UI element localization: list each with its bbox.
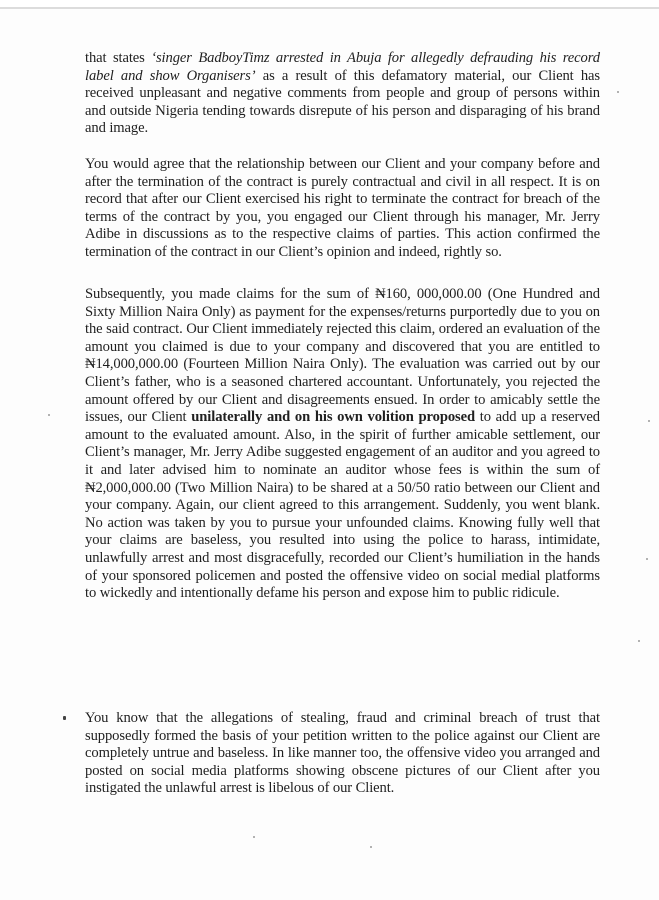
scan-speck — [638, 640, 640, 642]
text-segment: to add up a reserved amount to the evaluated amount. Also, in the spirit of further amicable settlement, our Client’s manager, Mr. Jerry Adibe suggested engagement of an auditor and you agreed to it and later advised him to nominate an auditor whose fees is within the sum of ₦2,000,000.00 (Two Million Naira) to be shared at a 50/50 ratio between our Client and your company. Again, our client agreed to this arrangement. Suddenly, you went blank. No action was taken by you to pursue your unfounded claims. Knowing fully well that your claims are baseless, you resulted into using the police to harass, intimidate, unlawfully arrest and most disgracefully, recorded our Client’s humiliation in the hands of your sponsored policemen and posted the offensive video on social medial platforms to wickedly and intentionally defame his person and expose him to public ridicule. — [85, 409, 601, 602]
paragraph-allegations-untrue — [85, 710, 600, 798]
paragraph-text — [85, 50, 600, 138]
paragraph-defamatory-material — [85, 50, 600, 138]
scan-speck — [48, 414, 50, 416]
text-segment: You know that the allegations of stealing, fraud and criminal breach of trust that supposedly formed the basis of your petition written to the police against our Client are completely untrue and baseless. In like manner too, the offensive video you arranged and posted on social media platforms showing obscene pictures of our Client after you instigated the unlawful arrest is libelous of our Client. — [85, 710, 600, 797]
paragraph-contractual-relationship — [85, 156, 600, 262]
text-segment: as a result of this defamatory material, our Client has received unpleasant and negative comments from people and group of persons within and outside Nigeria tending towards disrepute of his person and disparaging of his brand and image. — [85, 67, 601, 137]
scan-speck — [370, 846, 372, 848]
scan-speck — [617, 91, 619, 93]
emphasized-text: unilaterally and on his own volition proposed — [191, 409, 476, 426]
paragraph-text — [85, 710, 600, 798]
scan-speck — [648, 420, 650, 422]
scan-speck — [646, 558, 648, 560]
paragraph-text — [85, 156, 600, 262]
scan-speck — [253, 836, 255, 838]
text-segment: Subsequently, you made claims for the sum of ₦160, 000,000.00 (One Hundred and Sixty Million Naira Only) as payment for the expenses/returns purportedly due to you on the said contract. Our Client immediately rejected this claim, ordered an evaluation of the amount you claimed is due to your company and discovered that you are entitled to ₦14,000,000.00 (Fourteen Million Naira Only). The evaluation was carried out by our Client’s father, who is a seasoned chartered accountant. Unfortunately, you rejected the amount offered by our Client and disagreements ensued. In order to amicably settle the issues, our Client — [85, 286, 600, 426]
text-segment: You would agree that the relationship between our Client and your company before and after the termination of the contract is purely contractual and civil in all respect. It is on record that after our Client exercised his right to terminate the contract for breach of the terms of the contract by you, you engaged our Client through his manager, Mr. Jerry Adibe in discussions as to the respective claims of parties. This action confirmed the termination of the contract in our Client’s opinion and indeed, rightly so. — [85, 156, 600, 260]
paragraph-claims-and-settlement — [85, 286, 600, 603]
text-segment: that states — [85, 50, 152, 66]
stray-mark — [63, 716, 66, 720]
paragraph-text — [85, 286, 600, 603]
quoted-headline: ‘singer BadboyTimz arrested in Abuja for allegedly defrauding his record label and show Organisers’ — [85, 50, 600, 84]
